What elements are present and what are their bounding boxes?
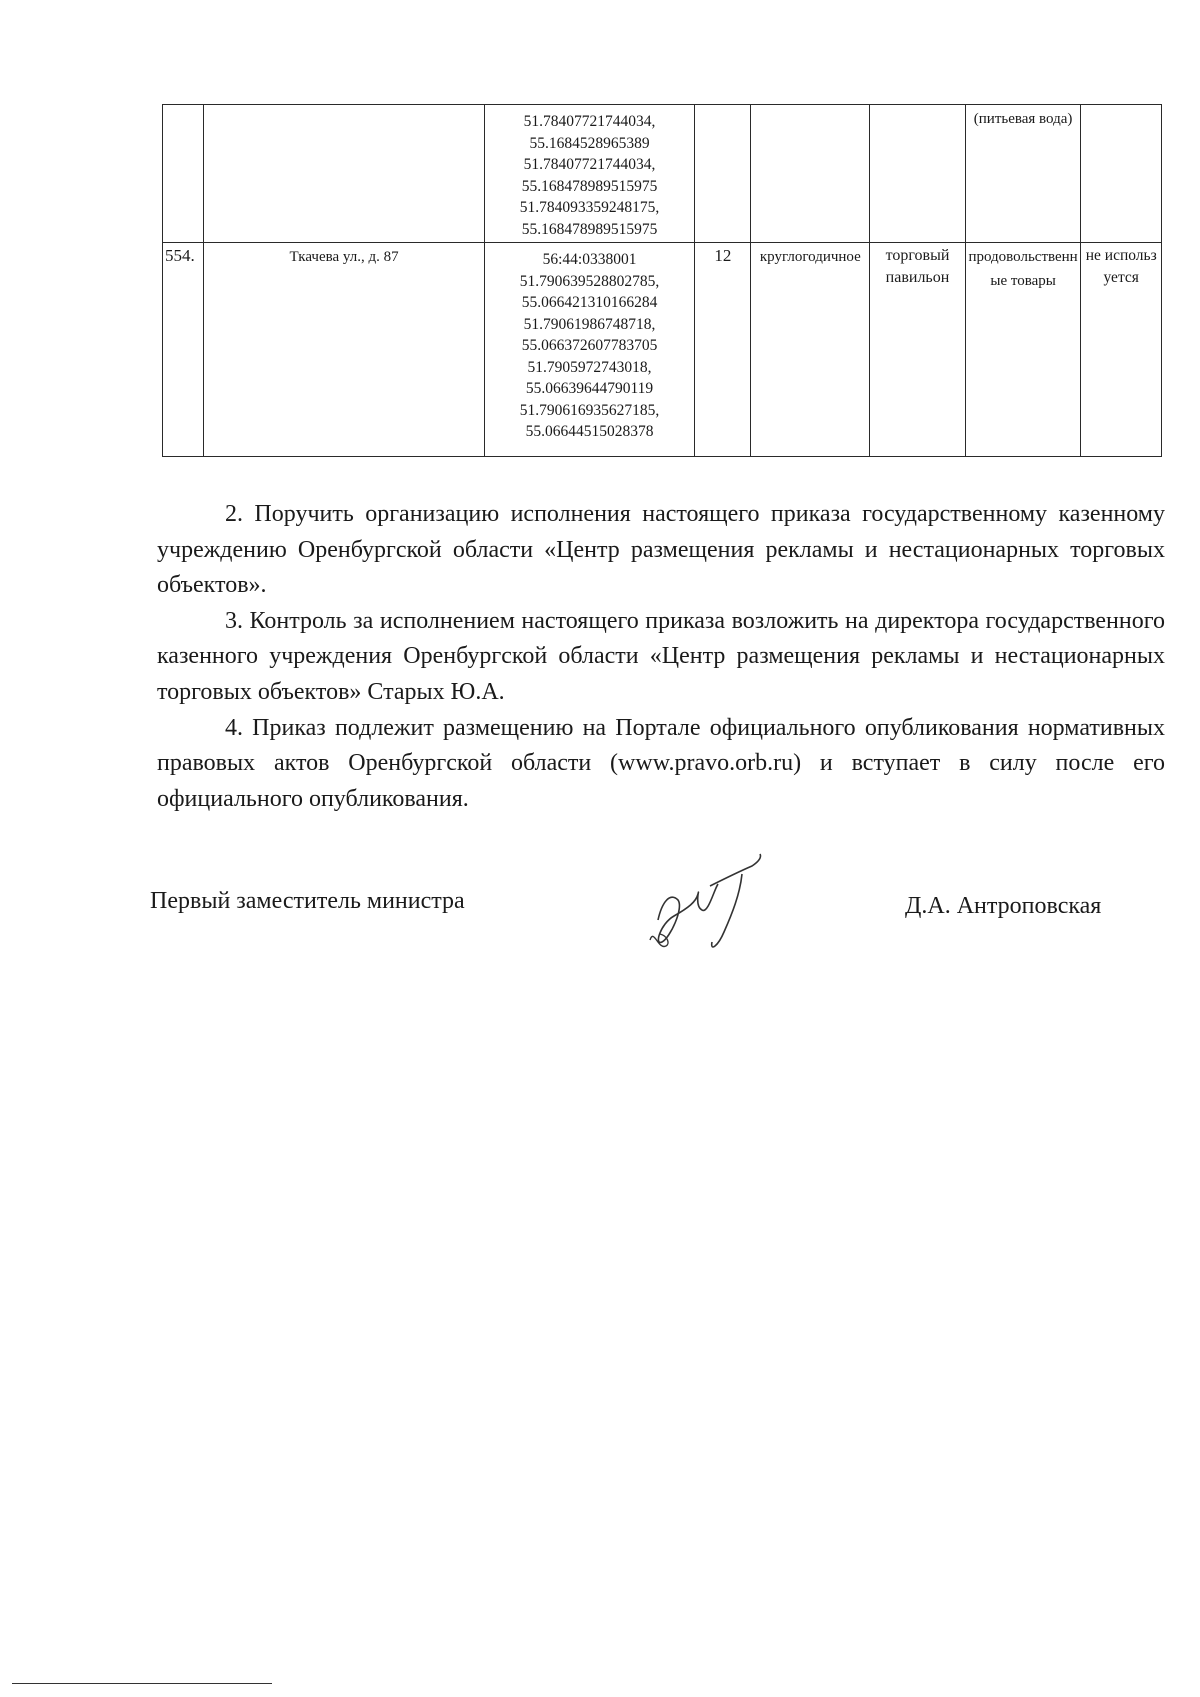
table-row xyxy=(163,105,1162,243)
row-object-type xyxy=(870,105,966,243)
coordinate-line: 55.168478989515975 xyxy=(521,220,658,238)
coordinate-line: 55.06639644790119 xyxy=(525,380,654,397)
row-goods: продовольственные товары xyxy=(965,243,1081,457)
row-number xyxy=(163,105,204,243)
footnote-separator xyxy=(12,1683,272,1684)
row-object-type: торговый павильон xyxy=(870,243,966,457)
coordinate-line: 55.066372607783705 xyxy=(521,337,658,354)
handwritten-signature xyxy=(640,850,790,960)
signatory-name: Д.А. Антроповская xyxy=(905,893,1102,919)
signatory-position: Первый заместитель министра xyxy=(150,888,465,914)
row-address: Ткачева ул., д. 87 xyxy=(204,243,485,457)
coordinate-line: 51.78407721744034, xyxy=(523,113,656,130)
paragraph-3: 3. Контроль за исполнением настоящего приказа возложить на директора государственного казенного учреждения Оренбургской области «Центр размещения рекламы и нестационарных торговых объектов» Старых Ю.А. xyxy=(157,607,1165,705)
objects-table xyxy=(162,104,1162,457)
row-address xyxy=(204,105,485,243)
coordinate-line: 51.784093359248175, xyxy=(519,199,660,216)
coordinate-line: 55.06644515028378 xyxy=(525,423,654,440)
coordinate-line: 51.7905972743018, xyxy=(527,358,652,376)
row-status xyxy=(1081,105,1162,243)
paragraph-4: 4. Приказ подлежит размещению на Портале официального опубликования нормативных правовых актов Оренбургской области (www.pravo.orb.ru) и вступает в силу после его официального опубликования. xyxy=(157,714,1165,812)
coordinate-line: 51.79061986748718, xyxy=(523,315,656,333)
order-paragraphs xyxy=(157,497,1165,817)
coordinate-line: 56:44:0338001 xyxy=(542,251,637,268)
table-row xyxy=(163,243,1162,457)
row-coordinates xyxy=(484,105,694,243)
row-period xyxy=(751,105,870,243)
row-status: не используется xyxy=(1081,243,1162,457)
coordinate-line: 51.790616935627185, xyxy=(519,401,660,419)
row-goods: (питьевая вода) xyxy=(965,105,1081,243)
row-number: 554. xyxy=(163,243,204,457)
row-area xyxy=(695,105,751,243)
coordinate-line: 55.1684528965389 xyxy=(529,134,650,152)
paragraph-2: 2. Поручить организацию исполнения настоящего приказа государственному казенному учреждению Оренбургской области «Центр размещения рекламы и нестационарных торговых объектов». xyxy=(157,501,1165,599)
coordinate-line: 51.78407721744034, xyxy=(523,156,656,173)
coordinate-line: 55.168478989515975 xyxy=(521,177,658,195)
row-coordinates xyxy=(484,243,694,457)
row-period: круглогодичное xyxy=(751,243,870,457)
coordinate-line: 55.066421310166284 xyxy=(521,294,658,311)
coordinate-line: 51.790639528802785, xyxy=(519,272,660,290)
row-area: 12 xyxy=(695,243,751,457)
